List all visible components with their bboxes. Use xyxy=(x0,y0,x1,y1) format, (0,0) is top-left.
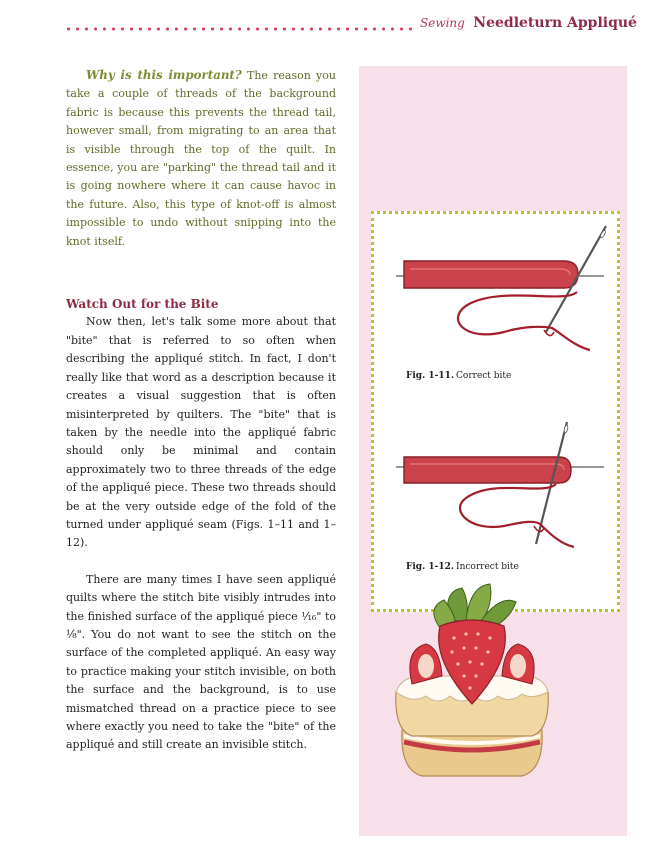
stitch-illustrations xyxy=(374,214,617,609)
fig-1-11-label: Fig. 1-11. xyxy=(406,371,455,381)
main-text-column xyxy=(66,66,336,755)
header-title: Needleturn Appliqué xyxy=(473,15,637,31)
intro-paragraph xyxy=(66,66,336,251)
strawberry-shortcake-applique-image xyxy=(382,580,562,785)
fig-1-12-caption-text: Incorrect bite xyxy=(456,562,519,572)
fig-1-11-fabric-fold xyxy=(404,261,578,288)
fig-1-12-thread xyxy=(460,484,574,547)
section-heading: Watch Out for the Bite xyxy=(66,297,219,312)
fig-1-11-caption xyxy=(406,371,511,381)
header-dot-rule xyxy=(64,26,412,32)
intro-lead: Why is this important? xyxy=(86,68,242,82)
fig-1-12-illustration xyxy=(396,422,604,547)
fig-1-12-label: Fig. 1-12. xyxy=(406,562,455,572)
body-paragraph-1: Now then, let's talk some more about that "bite" that is referred to so often when describing the appliqué stitch. In fact, I don't really like that word as a description because it creates a visual suggestion that is often misinterpreted by quilters. The "bite" that is taken by the needle into the appliqué fabric should only be minimal and contain approximately two to three threads of the edge of the appliqué piece. These two threads should be at the very outside edge of the fold of the turned under appliqué seam (Figs. 1–11 and 1–12). xyxy=(66,315,336,550)
fig-1-12-fabric-fold xyxy=(404,457,571,483)
fig-1-11-illustration xyxy=(396,226,606,350)
fig-1-11-thread xyxy=(458,292,590,350)
running-header xyxy=(420,15,637,31)
fig-1-12-caption xyxy=(406,562,519,572)
body-paragraph-2: There are many times I have seen appliqué quilts where the stitch bite visibly intrudes into the finished surface of the appliqué piece ¹⁄₁₆" to ⅛". You do not want to see the stitch on the surface of the completed appliqué. An easy way to practice making your stitch invisible, on both the surface and the background, is to use mismatched thread on a practice piece to see where exactly you need to take the "bite" of the appliqué and still create an invisible stitch. xyxy=(66,572,336,752)
intro-text: The reason you take a couple of threads of the background fabric is because this prevents the thread tail, however small, from migrating to an area that is visible through the top of the quilt. In essence, you are "parking" the thread tail and it is going nowhere where it can cause havoc in the future. Also, this type of knot-off is almost impossible to undo without snipping into the knot itself. xyxy=(66,69,336,248)
fig-1-11-caption-text: Correct bite xyxy=(456,371,512,381)
figure-box xyxy=(371,211,620,612)
header-section-label: Sewing xyxy=(420,16,465,30)
